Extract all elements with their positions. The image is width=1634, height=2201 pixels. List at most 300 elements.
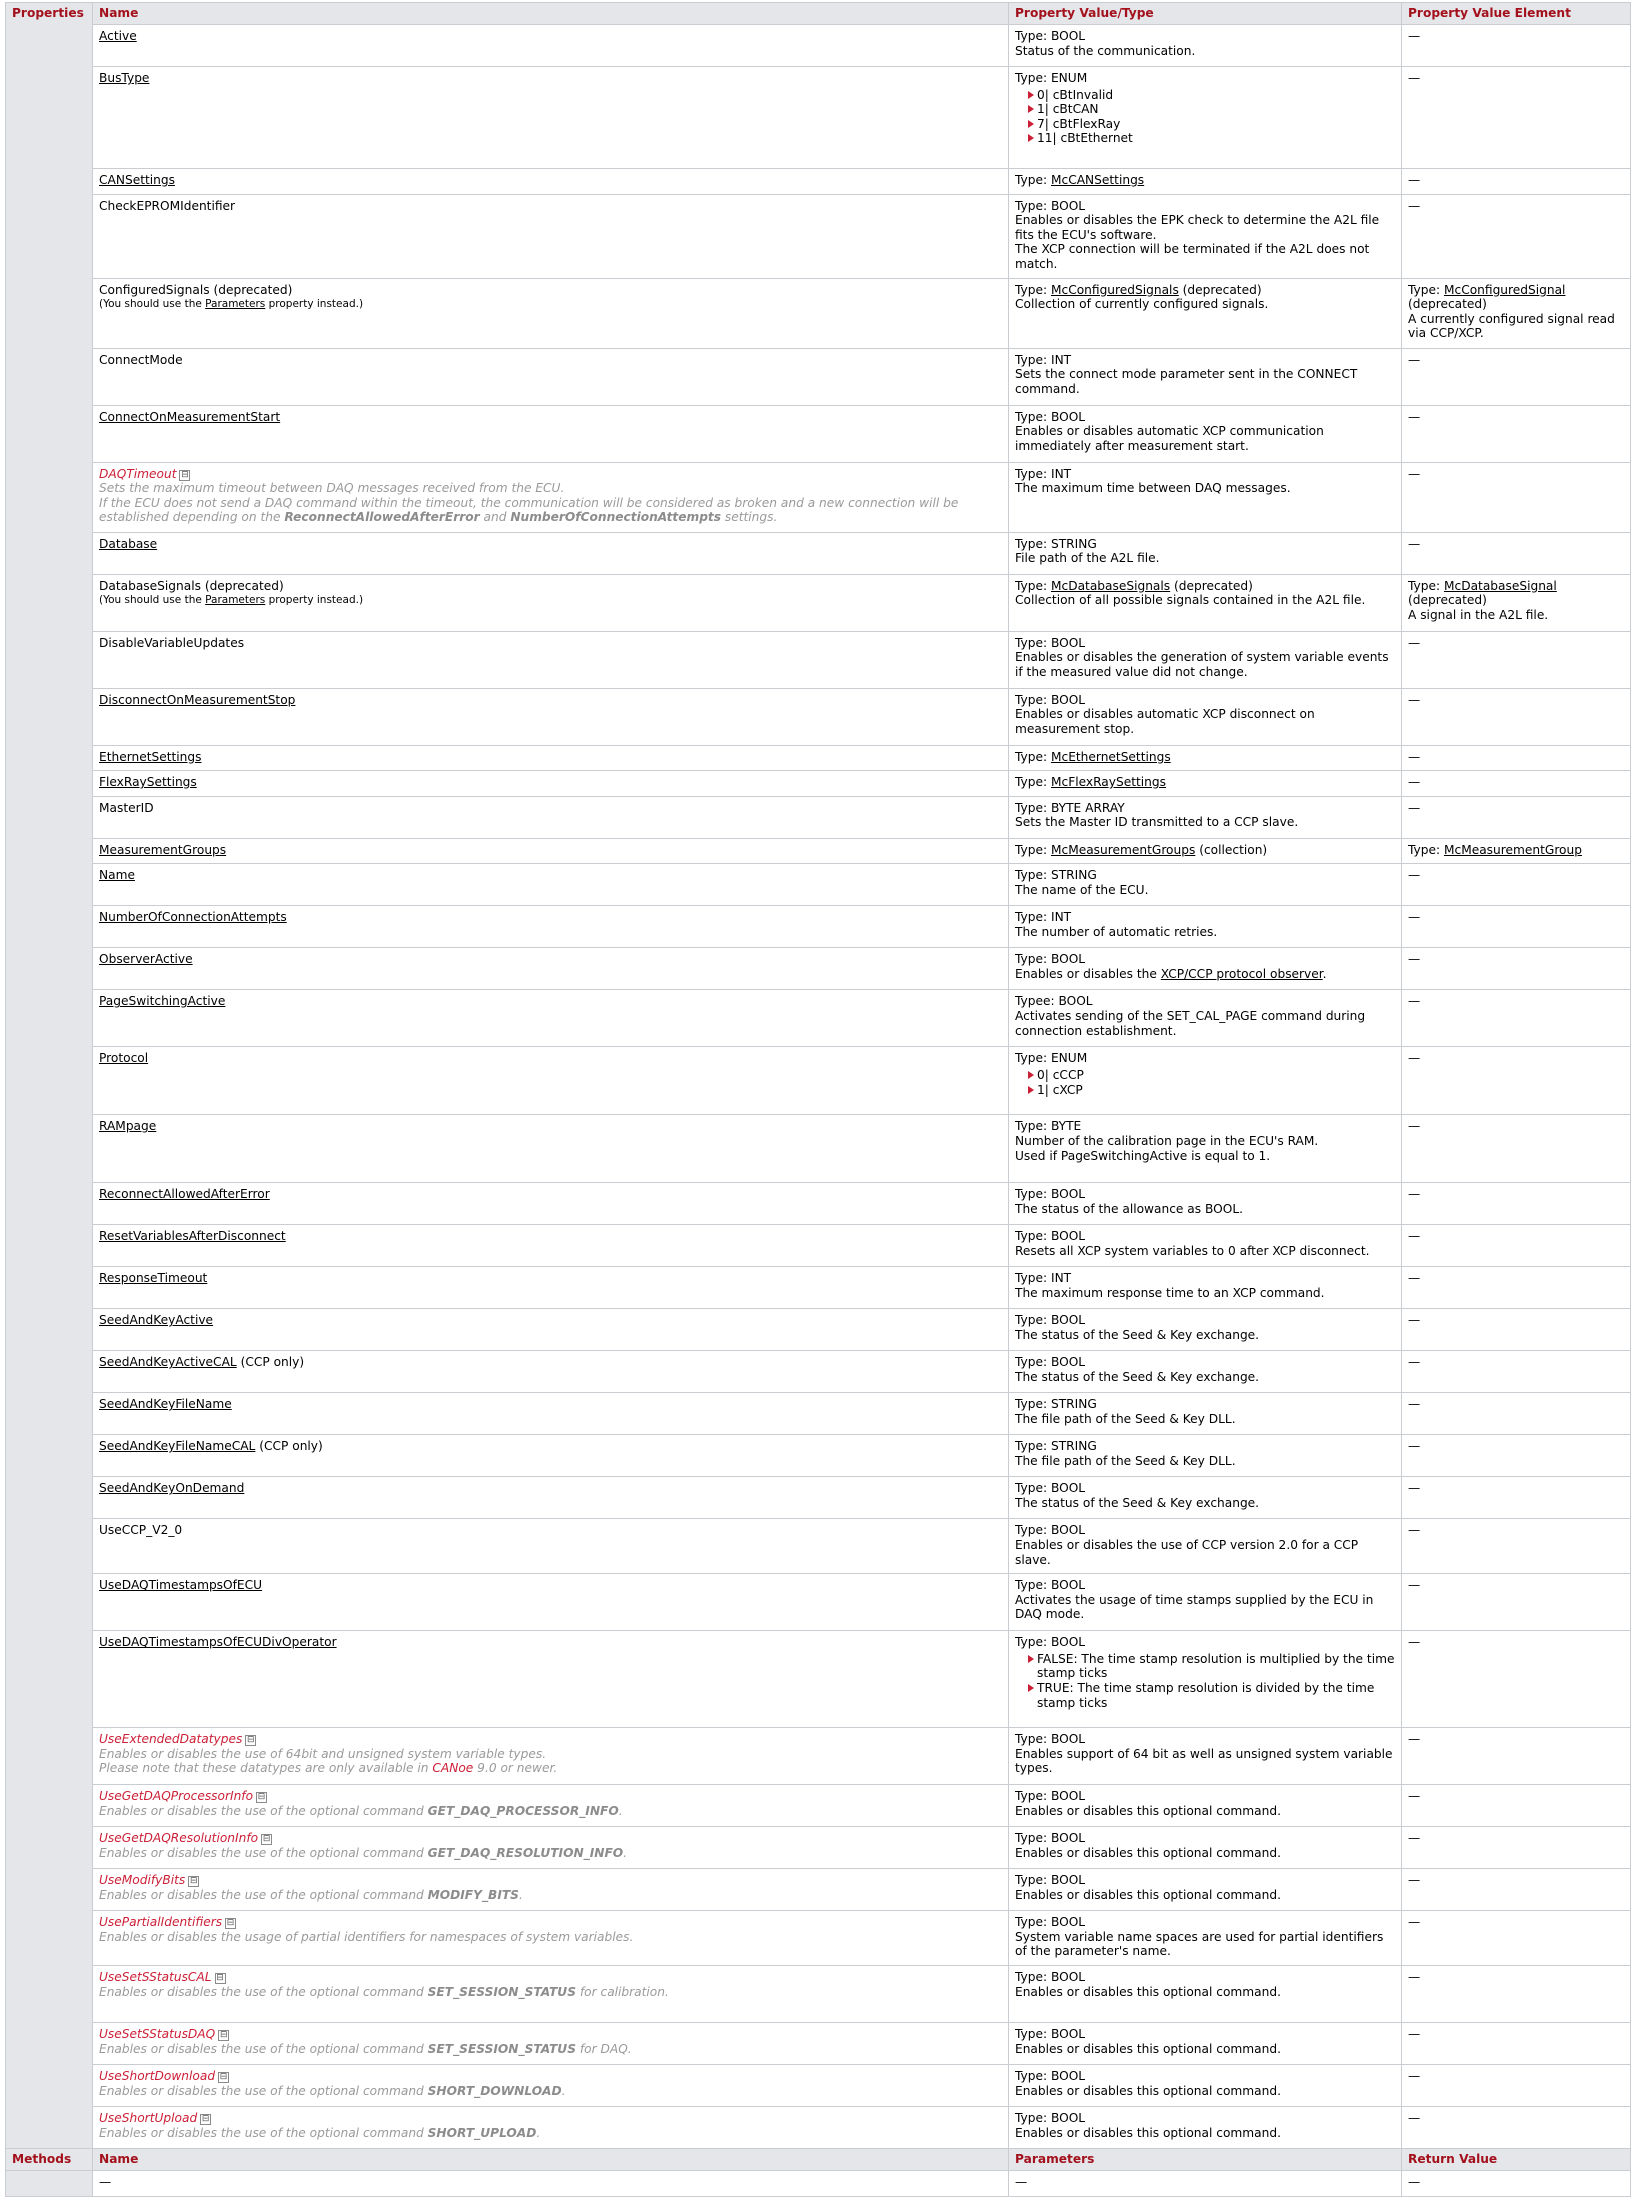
- type-prefix: Type:: [1015, 775, 1051, 790]
- enum-item: 7| cBtFlexRay: [1015, 117, 1395, 132]
- property-value-cell: [1009, 348, 1402, 405]
- enum-item: 11| cBtEthernet: [1015, 131, 1395, 146]
- property-name: ConfiguredSignals (deprecated): [99, 282, 293, 297]
- property-name-link[interactable]: UseGetDAQProcessorInfo: [99, 1789, 254, 1804]
- property-name[interactable]: Active: [99, 29, 137, 43]
- property-row: [6, 462, 1631, 532]
- property-name-cell: [93, 194, 1009, 278]
- property-name[interactable]: NumberOfConnectionAttempts: [99, 910, 287, 925]
- property-name-cell: [93, 1047, 1009, 1115]
- element-type-link[interactable]: McMeasurementGroup: [1443, 842, 1582, 857]
- property-name-cell: [93, 1785, 1009, 1827]
- element-line: —: [1408, 71, 1421, 85]
- property-name[interactable]: ConnectOnMeasurementStart: [99, 409, 281, 424]
- property-value-cell: [1009, 405, 1402, 462]
- description-text: Enables or disables the use of the optional command: [99, 1803, 428, 1818]
- value-line: Type: BOOL: [1015, 635, 1086, 650]
- property-row: [6, 1911, 1631, 1966]
- parameters-link[interactable]: Parameters: [205, 594, 266, 607]
- property-name-cell: [93, 948, 1009, 990]
- type-prefix: Type:: [1408, 842, 1444, 857]
- enum-item: TRUE: The time stamp resolution is divided by the time stamp ticks: [1015, 1681, 1395, 1710]
- hidden-property-title: [99, 467, 1002, 482]
- methods-section-filler: [6, 2170, 93, 2196]
- description-line: [99, 1804, 1002, 1819]
- property-name[interactable]: Protocol: [99, 1051, 149, 1066]
- description-text: .: [561, 2083, 566, 2098]
- element-line: —: [1408, 1732, 1421, 1747]
- property-name[interactable]: SeedAndKeyActiveCAL: [99, 1355, 237, 1370]
- enum-list: [1015, 1068, 1395, 1097]
- type-line: [1015, 173, 1395, 188]
- property-name[interactable]: ObserverActive: [99, 952, 193, 967]
- property-name-cell: [93, 838, 1009, 864]
- element-type-link[interactable]: McDatabaseSignal: [1443, 578, 1557, 593]
- property-row: [6, 1631, 1631, 1728]
- description-line: [99, 2042, 1002, 2057]
- description-text: and: [479, 510, 511, 525]
- description-text: 9.0 or newer.: [473, 1761, 558, 1776]
- value-line: Type: INT: [1015, 910, 1072, 925]
- property-name-link[interactable]: UseShortDownload: [99, 2068, 216, 2083]
- element-line: —: [1408, 1271, 1421, 1286]
- bold-term: SET_SESSION_STATUS: [427, 1984, 576, 1999]
- property-value-cell: [1009, 1309, 1402, 1351]
- property-name-link[interactable]: UseSetSStatusDAQ: [99, 2026, 216, 2041]
- property-title: [99, 868, 1002, 883]
- description-line: [99, 2084, 1002, 2099]
- hidden-property-description: [99, 481, 1002, 525]
- deprecation-note: [99, 297, 1002, 312]
- property-value-cell: [1009, 1267, 1402, 1309]
- property-element-cell: [1402, 348, 1631, 405]
- hidden-property-title: [99, 1970, 1002, 1985]
- value-line: Enables or disables this optional command.: [1015, 2125, 1281, 2140]
- description-text: Enables or disables the use of the optional command: [99, 1984, 428, 1999]
- property-name[interactable]: MeasurementGroups: [99, 842, 227, 857]
- property-value-cell: [1009, 1225, 1402, 1267]
- methods-section-label: Methods: [6, 2148, 93, 2170]
- enum-item: 0| cBtInvalid: [1015, 88, 1395, 103]
- hidden-property-description: [99, 1888, 1002, 1903]
- description-line: [99, 1888, 1002, 1903]
- value-line: Type: STRING: [1015, 536, 1097, 551]
- property-element-cell: [1402, 1965, 1631, 2022]
- value-line: System variable name spaces are used for partial identifiers of the parameter's name.: [1015, 1929, 1384, 1959]
- property-name: DatabaseSignals (deprecated): [99, 578, 284, 593]
- description-text: Please note that these datatypes are only available in: [99, 1761, 433, 1776]
- value-line: Sets the connect mode parameter sent in the CONNECT command.: [1015, 367, 1358, 396]
- value-line: Enables or disables the EPK check to determine the A2L file fits the ECU's software.: [1015, 213, 1380, 242]
- property-name-cell: [93, 67, 1009, 169]
- property-row: [6, 838, 1631, 864]
- property-element-cell: [1402, 405, 1631, 462]
- property-row: [6, 532, 1631, 574]
- property-row: [6, 1728, 1631, 1785]
- value-line: The status of the allowance as BOOL.: [1015, 1201, 1243, 1216]
- property-name-cell: [93, 745, 1009, 771]
- property-element-cell: [1402, 194, 1631, 278]
- property-row: [6, 1267, 1631, 1309]
- description-text: for DAQ.: [575, 2041, 632, 2056]
- property-value-cell: [1009, 1183, 1402, 1225]
- type-link[interactable]: McMeasurementGroups: [1050, 842, 1196, 857]
- type-link[interactable]: McDatabaseSignals: [1050, 578, 1171, 593]
- property-value-cell: [1009, 864, 1402, 906]
- element-line: —: [1408, 1969, 1421, 1984]
- property-title: [99, 1271, 1002, 1286]
- value-line: Enables support of 64 bit as well as unsigned system variable types.: [1015, 1746, 1393, 1776]
- hidden-property-title: [99, 2027, 1002, 2042]
- property-element-cell: [1402, 1827, 1631, 1869]
- value-line: Type: BOOL: [1015, 1969, 1086, 1984]
- property-value-cell: [1009, 1827, 1402, 1869]
- type-link[interactable]: McConfiguredSignals: [1050, 282, 1179, 297]
- description-line: [99, 1985, 1002, 2000]
- property-title: [99, 750, 1002, 765]
- property-row: [6, 1965, 1631, 2022]
- property-title: [99, 1187, 1002, 1202]
- property-value-cell: [1009, 948, 1402, 990]
- property-name-link[interactable]: UseGetDAQResolutionInfo: [99, 1831, 259, 1846]
- hidden-toggle-icon[interactable]: ⊟: [226, 1918, 235, 1929]
- value-line: Type: BOOL: [1015, 1523, 1086, 1538]
- property-name-cell: [93, 1911, 1009, 1966]
- property-name[interactable]: PageSwitchingActive: [99, 994, 226, 1009]
- element-line: —: [1408, 198, 1421, 213]
- hidden-toggle-icon[interactable]: ⊟: [189, 1876, 198, 1887]
- element-type-line: [1408, 843, 1624, 858]
- hidden-toggle-icon[interactable]: ⊟: [219, 2071, 228, 2082]
- bold-term: SET_SESSION_STATUS: [427, 2041, 576, 2056]
- property-name-link[interactable]: UseShortUpload: [99, 2110, 198, 2125]
- property-title: [99, 1313, 1002, 1328]
- property-row: [6, 631, 1631, 688]
- hidden-property-title: [99, 2069, 1002, 2084]
- value-line: Enables or disables this optional command.: [1015, 1887, 1281, 1902]
- property-row: [6, 1115, 1631, 1183]
- hidden-toggle-icon[interactable]: ⊟: [201, 2113, 210, 2124]
- bold-term: NumberOfConnectionAttempts: [510, 510, 721, 525]
- property-row: [6, 864, 1631, 906]
- description-text: If the ECU does not send a DAQ command within the timeout, the communication will be considered as broken and a new connection will be established depending on the: [99, 495, 959, 525]
- value-line: Type: BOOL: [1015, 692, 1086, 707]
- property-name[interactable]: DisconnectOnMeasurementStop: [99, 692, 296, 707]
- description-text: Enables or disables the use of the optional command: [99, 1887, 428, 1902]
- property-value-cell: [1009, 2064, 1402, 2106]
- value-line: The status of the Seed & Key exchange.: [1015, 1327, 1260, 1342]
- element-line: (deprecated): [1408, 593, 1487, 608]
- property-element-cell: [1402, 1435, 1631, 1477]
- hidden-toggle-icon[interactable]: ⊟: [257, 1792, 266, 1803]
- property-name-cell: [93, 532, 1009, 574]
- property-element-cell: [1402, 574, 1631, 631]
- type-link[interactable]: McEthernetSettings: [1050, 749, 1171, 764]
- property-name-link[interactable]: UseSetSStatusCAL: [99, 1969, 212, 1984]
- description-text: Enables or disables the use of the optional command: [99, 1845, 428, 1860]
- property-title: [99, 199, 1002, 214]
- observer-link[interactable]: XCP/CCP protocol observer: [1160, 966, 1323, 981]
- value-line: Type: BOOL: [1015, 2026, 1086, 2041]
- element-line: —: [1408, 173, 1421, 187]
- hidden-property-title: [99, 1789, 1002, 1804]
- description-line: Enables or disables the use of 64bit and unsigned system variable types.: [99, 1746, 547, 1761]
- element-type-line: [1408, 283, 1624, 298]
- value-line: The number of automatic retries.: [1015, 924, 1218, 939]
- element-line: —: [1408, 1229, 1421, 1244]
- element-line: —: [1408, 994, 1421, 1009]
- value-line: Type: BOOL: [1015, 1831, 1086, 1846]
- property-element-cell: [1402, 1047, 1631, 1115]
- element-line: (deprecated): [1408, 297, 1487, 312]
- property-name[interactable]: ResetVariablesAfterDisconnect: [99, 1229, 286, 1244]
- property-row: [6, 2106, 1631, 2148]
- property-value-cell: [1009, 631, 1402, 688]
- element-line: —: [1408, 1313, 1421, 1328]
- value-line: Type: BYTE: [1015, 1119, 1082, 1134]
- hidden-toggle-icon[interactable]: ⊟: [181, 469, 189, 480]
- property-element-cell: [1402, 2064, 1631, 2106]
- value-line: Type: BOOL: [1015, 1873, 1086, 1888]
- value-line: Enables or disables this optional command.: [1015, 2041, 1281, 2056]
- type-prefix: Type:: [1408, 282, 1444, 297]
- property-name-cell: [93, 348, 1009, 405]
- bold-term: SHORT_DOWNLOAD: [427, 2083, 562, 2098]
- property-name[interactable]: UseDAQTimestampsOfECU: [99, 1578, 263, 1593]
- property-element-cell: [1402, 990, 1631, 1047]
- element-line: —: [1408, 1915, 1421, 1930]
- value-line: Enables or disables the use of CCP version 2.0 for a CCP slave.: [1015, 1537, 1359, 1567]
- property-name[interactable]: SeedAndKeyActive: [99, 1313, 214, 1328]
- value-line: Enables or disables automatic XCP disconnect on measurement stop.: [1015, 707, 1315, 736]
- property-value-cell: [1009, 194, 1402, 278]
- property-name-link[interactable]: UseExtendedDatatypes: [99, 1732, 243, 1747]
- property-name[interactable]: SeedAndKeyFileNameCAL: [99, 1439, 256, 1454]
- property-element-cell: [1402, 796, 1631, 838]
- property-value-cell: [1009, 1574, 1402, 1631]
- value-line: Collection of currently configured signals.: [1015, 297, 1269, 312]
- property-name-suffix: (CCP only): [236, 1355, 305, 1370]
- method-return-header: Return Value: [1402, 2148, 1631, 2170]
- description-text: for calibration.: [575, 1984, 669, 1999]
- property-element-cell: [1402, 2106, 1631, 2148]
- value-line: Type: BYTE ARRAY: [1015, 800, 1125, 815]
- value-line: Type: BOOL: [1015, 198, 1086, 213]
- enum-item: FALSE: The time stamp resolution is multiplied by the time stamp ticks: [1015, 1652, 1395, 1681]
- property-row: [6, 2022, 1631, 2064]
- element-type-link[interactable]: McConfiguredSignal: [1443, 282, 1566, 297]
- bold-term: MODIFY_BITS: [427, 1887, 519, 1902]
- property-row: [6, 906, 1631, 948]
- property-name[interactable]: RAMpage: [99, 1119, 157, 1134]
- property-value-cell: [1009, 1393, 1402, 1435]
- value-column-header: Property Value/Type: [1009, 3, 1402, 25]
- element-line: —: [1408, 1831, 1421, 1846]
- value-line: Type: ENUM: [1015, 1051, 1088, 1066]
- method-params-header: Parameters: [1009, 2148, 1402, 2170]
- element-line: —: [1408, 952, 1421, 967]
- property-element-cell: [1402, 1785, 1631, 1827]
- property-name-cell: [93, 574, 1009, 631]
- type-suffix: (collection): [1195, 842, 1268, 857]
- property-name[interactable]: ReconnectAllowedAfterError: [99, 1187, 270, 1202]
- element-line: —: [1408, 2110, 1421, 2125]
- property-value-cell: [1009, 2106, 1402, 2148]
- value-line: Enables or disables this optional command.: [1015, 2083, 1281, 2098]
- property-name-cell: [93, 2064, 1009, 2106]
- element-line: —: [1408, 466, 1421, 481]
- hidden-property-description: [99, 2126, 1002, 2141]
- description-text: settings.: [721, 510, 778, 525]
- property-row: [6, 194, 1631, 278]
- value-line: Sets the Master ID transmitted to a CCP slave.: [1015, 815, 1299, 830]
- note-text: (You should use the: [99, 298, 206, 311]
- property-value-cell: [1009, 745, 1402, 771]
- property-row: [6, 169, 1631, 195]
- property-title: [99, 579, 1002, 594]
- type-link[interactable]: McCANSettings: [1050, 173, 1145, 187]
- method-name-cell: —: [93, 2170, 1009, 2196]
- type-prefix: Type:: [1015, 282, 1051, 297]
- property-name[interactable]: BusType: [99, 71, 150, 85]
- property-row: [6, 1785, 1631, 1827]
- property-name-cell: [93, 1728, 1009, 1785]
- property-title: [99, 1119, 1002, 1134]
- hidden-property-description: [99, 2084, 1002, 2099]
- type-suffix: (deprecated): [1170, 578, 1253, 593]
- value-line: Activates sending of the SET_CAL_PAGE command during connection establishment.: [1015, 1008, 1366, 1038]
- value-line: Type: BOOL: [1015, 1187, 1086, 1202]
- method-row: [6, 2170, 1631, 2196]
- parameters-link[interactable]: Parameters: [205, 298, 266, 311]
- property-element-cell: [1402, 1115, 1631, 1183]
- property-name[interactable]: SeedAndKeyOnDemand: [99, 1481, 245, 1496]
- property-name-cell: [93, 2022, 1009, 2064]
- property-title: [99, 1229, 1002, 1244]
- property-name-cell: [93, 1115, 1009, 1183]
- property-name[interactable]: ResponseTimeout: [99, 1271, 208, 1286]
- hidden-property-description: [99, 2042, 1002, 2057]
- hidden-property-description: [99, 1930, 1002, 1945]
- property-name[interactable]: CANSettings: [99, 173, 175, 187]
- property-row: [6, 1351, 1631, 1393]
- hidden-toggle-icon[interactable]: ⊟: [216, 1972, 224, 1983]
- value-line: Type: BOOL: [1015, 1229, 1086, 1244]
- property-value-cell: [1009, 169, 1402, 195]
- property-title: [99, 910, 1002, 925]
- property-value-cell: [1009, 1869, 1402, 1911]
- property-row: [6, 1519, 1631, 1574]
- value-line: Type: BOOL: [1015, 2110, 1086, 2125]
- property-name[interactable]: EthernetSettings: [99, 749, 202, 764]
- element-column-header: Property Value Element: [1402, 3, 1631, 25]
- hidden-property-title: [99, 1831, 1002, 1846]
- property-name[interactable]: FlexRaySettings: [99, 775, 197, 790]
- property-title: [99, 1355, 1002, 1370]
- value-line: Type: STRING: [1015, 868, 1097, 883]
- property-name-cell: [93, 1309, 1009, 1351]
- property-name[interactable]: UseDAQTimestampsOfECUDivOperator: [99, 1635, 337, 1650]
- value-line: The status of the Seed & Key exchange.: [1015, 1369, 1260, 1384]
- property-name-cell: [93, 169, 1009, 195]
- property-row: [6, 405, 1631, 462]
- element-type-line: [1408, 579, 1624, 594]
- value-line: Type: STRING: [1015, 1397, 1097, 1412]
- description-text: Enables or disables the use of the optional command: [99, 2041, 428, 2056]
- value-line: File path of the A2L file.: [1015, 551, 1160, 566]
- property-name-cell: [93, 1393, 1009, 1435]
- value-line: Type: BOOL: [1015, 1732, 1086, 1747]
- value-line: [1015, 967, 1395, 982]
- element-line: —: [1408, 868, 1421, 883]
- property-name-cell: [93, 688, 1009, 745]
- description-line: Sets the maximum timeout between DAQ messages received from the ECU.: [99, 481, 565, 496]
- property-value-cell: [1009, 278, 1402, 348]
- property-name: UseCCP_V2_0: [99, 1523, 183, 1538]
- property-element-cell: [1402, 1911, 1631, 1966]
- method-return-cell: —: [1402, 2170, 1631, 2196]
- hidden-property-description: [99, 1747, 1002, 1776]
- property-title: [99, 71, 1002, 86]
- value-line: Number of the calibration page in the ECU's RAM.: [1015, 1133, 1319, 1148]
- property-name[interactable]: Database: [99, 536, 158, 551]
- element-line: —: [1408, 352, 1421, 367]
- element-line: —: [1408, 635, 1421, 650]
- type-prefix: Type:: [1408, 578, 1444, 593]
- canoe-link[interactable]: CANoe: [432, 1761, 474, 1776]
- element-line: —: [1408, 2026, 1421, 2041]
- description-text: .: [518, 1887, 523, 1902]
- property-value-cell: [1009, 532, 1402, 574]
- property-title: [99, 29, 1002, 44]
- hidden-toggle-icon[interactable]: ⊟: [219, 2029, 228, 2040]
- value-line: Type: BOOL: [1015, 952, 1086, 967]
- value-line: Activates the usage of time stamps supplied by the ECU in DAQ mode.: [1015, 1592, 1374, 1622]
- property-element-cell: [1402, 1225, 1631, 1267]
- property-name-link[interactable]: DAQTimeout: [99, 466, 177, 481]
- type-line: [1015, 579, 1395, 594]
- property-element-cell: [1402, 1267, 1631, 1309]
- property-name-cell: [93, 990, 1009, 1047]
- property-name-cell: [93, 1574, 1009, 1631]
- property-name[interactable]: Name: [99, 868, 135, 883]
- property-value-cell: [1009, 1631, 1402, 1728]
- property-row: [6, 1393, 1631, 1435]
- property-name-cell: [93, 864, 1009, 906]
- element-line: A signal in the A2L file.: [1408, 607, 1549, 622]
- property-element-cell: [1402, 906, 1631, 948]
- hidden-toggle-icon[interactable]: ⊟: [262, 1834, 271, 1845]
- property-value-cell: [1009, 1477, 1402, 1519]
- type-line: [1015, 283, 1395, 298]
- type-link[interactable]: McFlexRaySettings: [1050, 775, 1166, 790]
- property-name-cell: [93, 1183, 1009, 1225]
- property-name[interactable]: SeedAndKeyFileName: [99, 1397, 232, 1412]
- property-value-cell: [1009, 67, 1402, 169]
- property-element-cell: [1402, 169, 1631, 195]
- property-element-cell: [1402, 948, 1631, 990]
- property-name-cell: [93, 2106, 1009, 2148]
- description-line: [99, 496, 1002, 525]
- enum-item: 1| cXCP: [1015, 1083, 1395, 1098]
- property-name-link[interactable]: UseModifyBits: [99, 1873, 186, 1888]
- hidden-toggle-icon[interactable]: ⊟: [247, 1735, 255, 1746]
- property-row: [6, 348, 1631, 405]
- property-row: [6, 796, 1631, 838]
- property-name-cell: [93, 796, 1009, 838]
- enum-item: 0| cCCP: [1015, 1068, 1395, 1083]
- property-name-link[interactable]: UsePartialIdentifiers: [99, 1915, 223, 1930]
